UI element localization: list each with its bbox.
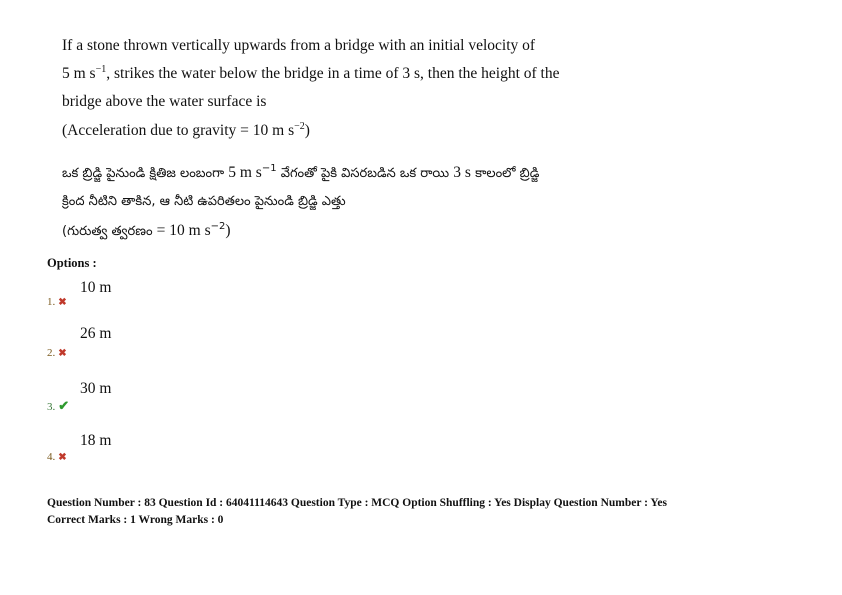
option-4-number: 4.: [47, 451, 56, 463]
question-en-line2: [62, 64, 560, 84]
wrong-mark-icon: ✖: [58, 348, 67, 359]
te-velocity-exponent: −1: [261, 163, 277, 174]
option-2-text: 26 m: [80, 325, 112, 342]
gravity-note-close: ): [304, 122, 310, 139]
option-3-text: 30 m: [80, 380, 112, 397]
option-1-text: 10 m: [80, 279, 112, 296]
question-te-line3: [62, 221, 231, 242]
te-gravity-value: = 10 m s: [156, 222, 211, 239]
question-te-line3-a: (గురుత్వ త్వరణం: [62, 224, 157, 239]
question-en-line1: If a stone thrown vertically upwards from a bridge with an initial velocity of: [62, 37, 536, 54]
question-te-line1-a: ఒక బ్రిడ్జి పైనుండి క్షితిజ లంబంగా: [62, 166, 229, 181]
question-te-line1-c: కాలంలో బ్రిడ్జి: [470, 166, 540, 181]
option-3-number: 3.: [47, 401, 56, 413]
check-mark-icon: ✔: [58, 398, 70, 413]
question-te-line1: [62, 163, 539, 184]
question-en-line4: [62, 121, 310, 141]
question-en-line3: bridge above the water surface is: [62, 93, 267, 110]
te-gravity-close: ): [225, 222, 231, 239]
option-4-text: 18 m: [80, 432, 112, 449]
option-1-number: 1.: [47, 296, 56, 308]
wrong-mark-icon: ✖: [58, 452, 67, 463]
options-label: Options :: [47, 256, 97, 270]
velocity-exponent: −1: [95, 64, 107, 75]
gravity-note: (Acceleration due to gravity = 10 m s: [62, 122, 295, 139]
option-2-number: 2.: [47, 347, 56, 359]
question-en-line2-rest: , strikes the water below the bridge in a time of 3 s, then the height of the: [106, 65, 560, 82]
wrong-mark-icon: ✖: [58, 297, 67, 308]
gravity-exponent: −2: [294, 121, 305, 132]
question-meta-line2: Correct Marks : 1 Wrong Marks : 0: [47, 514, 224, 526]
question-te-line2: క్రింద నీటిని తాకిన, ఆ నీటి ఉపరితలం పైనుండి బ్రిడ్జి ఎత్తు: [62, 194, 346, 209]
question-meta-line1: Question Number : 83 Question Id : 64041114643 Question Type : MCQ Option Shuffling : Yes Display Question Number : Yes: [47, 497, 668, 509]
question-te-line1-b: వేగంతో పైకి విసరబడిన ఒక రాయి: [276, 166, 454, 181]
te-gravity-exponent: −2: [210, 221, 226, 232]
initial-velocity-value: 5 m s: [62, 65, 96, 82]
te-velocity-value: 5 m s: [228, 164, 262, 181]
te-time-value: 3 s: [453, 164, 471, 181]
